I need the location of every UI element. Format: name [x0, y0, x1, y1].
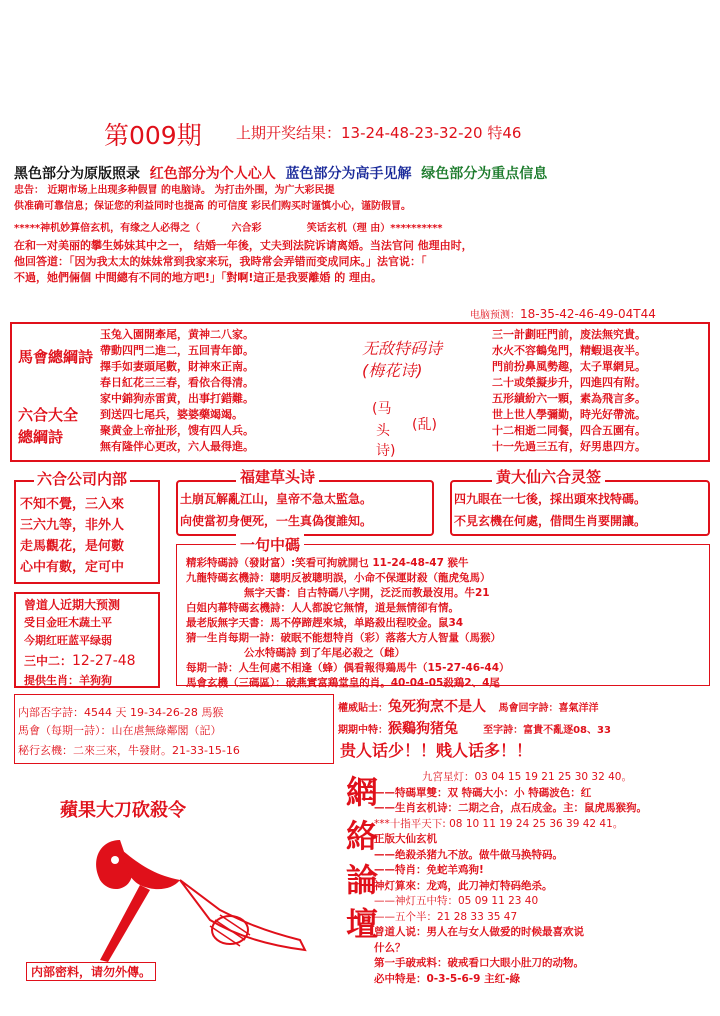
sentence-line: 無字天書：自古特碼八字開，泛泛而教最沒用。牛21: [244, 587, 490, 599]
authority-line-2: [338, 718, 611, 738]
sentence-line: 九龍特碼玄機詩：聰明反被聰明誤，小命不保運財殺（龍虎兔馬）: [186, 572, 491, 584]
lower-left-line-3: 秘行玄機：二來三來，牛發財。21-33-15-16: [18, 744, 240, 757]
authority-value-2: 猴鷄狗猪兔: [388, 721, 458, 737]
net-line: 第一手破戒料：破戒看口大眼小肚刀的动物。: [374, 957, 584, 969]
story-line-1: 在和一对美丽的攀生姊妹其中之一， 结婚一年後，丈夫到法院诉请离婚。当法官问 他理由时，: [14, 239, 473, 252]
lower-left-line-1: 内部否字詩：4544 天 19-34-26-28 馬猴: [18, 706, 224, 719]
poem-right-line: 十一先過三五有，好男患四方。: [492, 440, 646, 453]
notice-line-1: 忠告： 近期市场上出现多种假冒 的电脑诗。 为打击外围，为广大彩民提: [14, 185, 335, 196]
inner-line: 不知不覺，三入來: [20, 497, 125, 512]
net-line: ——五个半：21 28 33 35 47: [374, 910, 518, 923]
story-head: [14, 222, 443, 236]
fujian-line-1: 土崩瓦解亂江山，皇帝不急太監急。: [180, 492, 373, 506]
net-line: ——绝殺杀猪九不放。做牛做马换特码。: [374, 848, 563, 861]
poem-right-lines: [492, 327, 646, 455]
authority-label-1: 權威貼士：: [338, 703, 388, 714]
sentence-title: 一句中碼: [236, 534, 304, 555]
authority-slogan: 贵人话少！！贱人话多！！: [340, 741, 533, 760]
poem-left-line: 帶動四門二進二，五回青年節。: [100, 344, 254, 357]
fujian-line-2: 向使當初身便死，一生真偽復誰知。: [180, 514, 373, 528]
poem-left-lines: [100, 327, 254, 455]
sentence-line: 馬會玄機（三碼區）：破燕實富鶏堂皇的肖。40-04-05殺鶏2、4尾: [186, 677, 500, 689]
net-line: ——神灯五中特：05 09 11 23 40: [374, 895, 539, 907]
poem-left-line: 玉兔入園開牽尾，黄神二八家。: [100, 328, 254, 341]
inner-line: 走馬觀花，是何數: [20, 539, 125, 554]
result-special: 特46: [487, 124, 522, 142]
net-lines: [374, 770, 647, 987]
sentence-line: 猜一生肖每期一詩：破眠不能想特肖（彩）落落大方人智量（馬猴）: [186, 632, 501, 644]
poem-mid-v1: (马: [372, 401, 392, 417]
net-line: ***十指平天下: 08 10 11 19 24 25 36 39 42 41。: [374, 817, 624, 830]
notice-line-2: 供准确可靠信息；保证您的利益同时也提高 的可信度 彩民们购买时谨慎小心，谨防假冒。: [14, 201, 411, 212]
knife-illustration: [60, 820, 320, 970]
poem-title-3: 總綱詩: [18, 428, 64, 446]
huang-title: 黄大仙六合灵签: [492, 466, 605, 487]
sentence-line: 公水特碼詩 到了年尾必殺之（雌）: [244, 647, 406, 659]
net-line: 什么？: [374, 941, 406, 954]
prophecy-san: [24, 652, 136, 669]
poem-left-line: 到送四七尾兵，婆婆藥竭竭。: [100, 408, 243, 421]
authority-label-2: 期期中特：: [338, 725, 388, 736]
poem-title-1: 馬會總綱詩: [18, 348, 94, 366]
huang-line-1: 四九眼在一七後，採出頭來找特碼。: [454, 492, 647, 506]
lower-left-line-2: 馬會（每期一詩）：山在虐無綠鄰閣（記）: [18, 724, 222, 737]
poem-mid-title-1: 无敌特码诗: [362, 339, 443, 358]
story-head-right: 笑话玄机（理 由）**********: [306, 223, 443, 234]
legend-black: 黑色部分为原版照录: [14, 166, 140, 182]
inner-lines: [20, 494, 124, 578]
poem-right-line: 五形績紛六一顆，素為飛言多。: [492, 392, 646, 405]
poem-right-line: 三一計劃旺門前，废法無究貴。: [492, 328, 646, 341]
net-line: ——特碼單雙：双 特碼大小：小 特碼波色：红: [374, 786, 592, 799]
poem-mid-v4: (乱): [412, 417, 437, 433]
fujian-title: 福建草头诗: [236, 466, 319, 487]
net-line: 曾道人说：男人在与女人做爱的时候最喜欢说: [374, 926, 584, 938]
issue-number: 第009期: [104, 121, 202, 150]
net-line: 正版大仙玄机: [374, 833, 437, 845]
prophecy-line-3: 提供生肖：羊狗狗: [24, 674, 112, 687]
forecast-value: 18-35-42-46-49-04T44: [520, 307, 656, 321]
poem-left-line: 無有隆伴心更改，六人最得進。: [100, 440, 254, 453]
computer-forecast: [470, 306, 656, 321]
story-head-left: *****神机妙算倍玄机，有缘之人必得之（: [14, 223, 201, 234]
poem-mid-v3: 诗): [376, 443, 396, 459]
net-line: ——特肖：免蛇羊鸡狗!: [374, 864, 484, 876]
prophecy-line-1: 受目金旺木蔬土平: [24, 616, 112, 629]
story-line-3: 不過，她們倆個 中間總有不同的地方吧!」「對啊!這正是我要離婚 的 理由。: [14, 271, 383, 284]
legend-green: 绿色部分为重点信息: [421, 166, 548, 182]
inner-title: 六合公司内部: [34, 468, 130, 489]
poem-left-line: 聚黄金上帝扯形，馊有四人兵。: [100, 424, 254, 437]
story-head-mid: 六合彩: [231, 223, 262, 234]
apple-footer: 内部密料，请勿外傳。: [26, 962, 156, 981]
net-line: 神灯算來：龙鸡，此刀神灯特码绝杀。: [374, 879, 553, 892]
prophecy-line-2: 今期红旺蓝平绿弱: [24, 634, 112, 647]
net-line: 必中特是：0-3-5-6-9 主红-綠: [374, 972, 520, 985]
poem-left-line: 擇手如妻頭尾數，財神來正南。: [100, 360, 254, 373]
net-line: ——生肖玄机诗：二期之合，点石成金。主：鼠虎馬猴狗。: [374, 802, 647, 814]
forecast-label: 电脑预测：: [470, 310, 520, 321]
authority-line-1: [338, 696, 599, 716]
result-label: 上期开奖结果：: [236, 124, 342, 142]
poem-right-line: 世上世人學彌勤，時光好帶流。: [492, 408, 646, 421]
legend-red: 红色部分为个人心人: [149, 166, 276, 182]
poem-mid-title-2: (梅花诗): [362, 361, 423, 380]
result-numbers: 13-24-48-23-32-20: [341, 124, 483, 142]
poem-right-line: 十二相逝二同餐，四合五園有。: [492, 424, 646, 437]
sentence-line: 每期一詩：人生何處不相逢（蜂）偶看報得鶏馬牛（15-27-46-44）: [186, 662, 510, 674]
prophecy-title: 曾道人近期大预测: [24, 598, 121, 612]
authority-value-1: 兔死狗烹不是人: [388, 699, 486, 715]
legend-blue: 蓝色部分为高手见解: [285, 166, 412, 182]
story-line-2: 他回答道：「因为我太太的妹妹常到我家来玩，我時常会弄错而变成同床。」法官说：「: [14, 255, 427, 268]
authority-right-2: 至字詩：富貴不亂逐08、33: [483, 725, 611, 736]
apple-title: 蘋果大刀砍殺令: [60, 800, 186, 821]
poem-right-line: 水火不容鶴兔門，精蝦退夜半。: [492, 344, 646, 357]
poem-left-line: 春日紅花三三春，看依合得清。: [100, 376, 254, 389]
sentence-line: 精彩特碼詩（發財富）:笑看可拘就開乜 11-24-48-47 猴牛: [186, 557, 469, 569]
sentence-line: 最老版無字天書：馬不停蹄趕來城，单路殺出程咬金。鼠34: [186, 617, 464, 629]
sentence-lines: [186, 556, 510, 691]
prophecy-san-value: 12-27-48: [72, 653, 136, 669]
poem-left-line: 家中錦狗赤雷黄，出事打錯難。: [100, 392, 254, 405]
poem-title-2: 六合大全: [18, 406, 79, 424]
poem-right-line: 門前扮鼻風勢趣，太子單網見。: [492, 360, 646, 373]
poem-right-line: 二十或榮擬步升，四進四有附。: [492, 376, 646, 389]
sentence-line: 白姐内幕特碼玄機詩：人人都說它無情，道是無情卻有情。: [186, 602, 459, 614]
prophecy-san-label: 三中二：: [24, 654, 73, 668]
net-line: 九宮星灯：03 04 15 19 21 25 30 32 40。: [422, 771, 632, 783]
color-legend: [14, 163, 547, 183]
inner-line: 心中有數，定可中: [20, 560, 125, 575]
huang-line-2: 不見玄機在何處，借問生肖要開讓。: [454, 514, 647, 528]
poem-mid-v2: 头: [376, 423, 390, 439]
last-result: [236, 122, 521, 143]
inner-line: 三六九等，非外人: [20, 518, 125, 533]
net-title: 網絡論壇: [345, 773, 378, 943]
authority-right-1: 馬會回字詩：喜氣洋洋: [498, 703, 599, 714]
